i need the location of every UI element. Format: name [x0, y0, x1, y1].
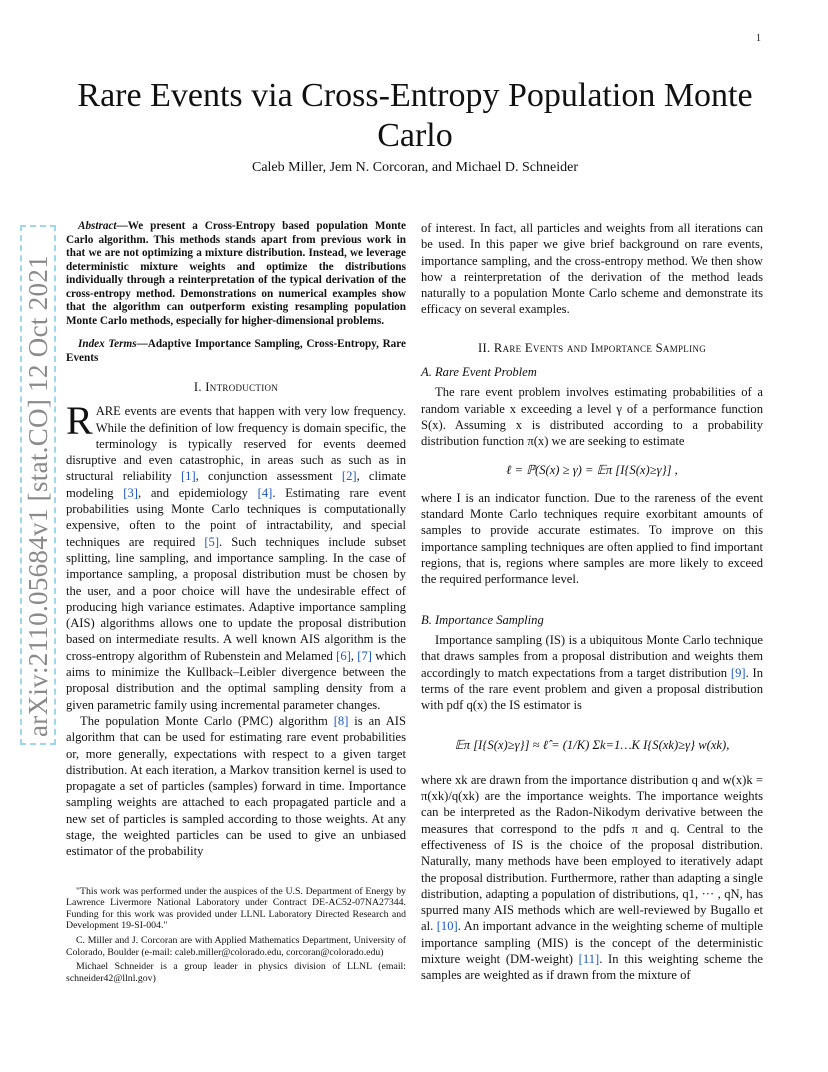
equation-is-estimator: 𝔼π [I{S(x)≥γ}] ≈ ℓ̂ = (1/K) Σk=1…K I{S(xk)≥γ} w(xk),: [454, 738, 730, 753]
importance-sampling-paragraph-1: [421, 632, 763, 713]
footnotes: [66, 886, 406, 985]
text-run: . Estimating rare event probabilities using Monte Carlo techniques is computationally expensive, often to the point of intractability, and special techniques are required: [66, 485, 406, 549]
citation-link[interactable]: [10]: [436, 919, 458, 934]
text-run: Importance sampling (IS) is a ubiquitous Monte Carlo technique that draws samples from a proposal distribution and weights them accordingly to match expectations from a target distribution: [421, 632, 763, 680]
intro-paragraph-2: [66, 713, 406, 860]
arxiv-stamp[interactable]: arXiv:2110.05684v1 [stat.CO] 12 Oct 2021: [20, 225, 56, 745]
text-run: , conjunction assessment: [195, 469, 342, 484]
left-column: [66, 220, 406, 987]
text-run: , and epidemiology: [137, 485, 258, 500]
text-run: ,: [350, 648, 358, 663]
citation-link[interactable]: [5]: [204, 534, 220, 549]
citation-link[interactable]: [11]: [578, 951, 600, 966]
rare-event-paragraph-2: where I is an indicator function. Due to the rareness of the event standard Monte Carlo techniques require exorbitant amounts of samples to provide accurate estimates. To improve on this importance sampling techniques are often applied to find important regions, that is, regions where samples are more likely to exceed the required performance level.: [421, 490, 763, 587]
text-run: . An important advance in the weighting scheme of multiple importance sampling (MIS) is the concept of the deterministic mixture weight (DM-weight): [421, 919, 763, 966]
footnote: "This work was performed under the auspices of the U.S. Department of Energy by Lawrence Livermore National Laboratory under Contract DE-AC52-07NA27344. Funding for this work was provided under LLNL Laboratory Directed Research and Development 19-SI-004.": [66, 885, 406, 932]
footnote: Michael Schneider is a group leader in physics division of LLNL (email: schneider42@llnl.gov): [66, 961, 406, 984]
text-run: The population Monte Carlo (PMC) algorithm: [80, 713, 334, 728]
text-run: is an AIS algorithm that can be used for estimating rare event probabilities or, more generally, expectations with respect to a given target distribution. At each iteration, a Markov transition kernel is used to propagate a set of particles (samples) forward in time. Importance sampling weights are attached to each propagated particle and a new set of particles is sampled according to those weights. At any stage, the weighted particles can be used to give an unbiased estimator of the probability: [66, 713, 406, 859]
citation-link[interactable]: [7]: [357, 648, 372, 663]
abstract-text: —We present a Cross-Entropy based population Monte Carlo algorithm. This methods stands apart from previous work in that we are not optimizing a mixture distribution. Instead, we leverage deterministic mixture weights and optimize the distributions individually through a reinterpretation of the typical derivation of the cross-entropy method. Demonstrations on numerical examples show that the algorithm can outperform existing resampling population Monte Carlo methods, especially for higher-dimensional problems.: [66, 220, 406, 327]
text-run: ARE events are events that happen with very low frequency. While the definition of low frequency is domain specific, the terminology is typically reserved for events deemed disruptive and even catastrophic, in areas such as such as in structural reliability: [66, 404, 406, 484]
author-list: Caleb Miller, Jem N. Corcoran, and Michael D. Schneider: [251, 160, 578, 175]
subsection-heading-importance-sampling: B. Importance Sampling: [421, 612, 544, 627]
abstract-lead: Abstract: [78, 220, 117, 232]
section-heading-rare-events: II. Rare Events and Importance Sampling: [477, 340, 706, 355]
drop-cap: R: [66, 398, 93, 444]
text-run: , climate modeling: [66, 469, 406, 500]
equation-probability: ℓ = ℙ(S(x) ≥ γ) = 𝔼π [I{S(x)≥γ}] ,: [506, 462, 678, 477]
page-number: 1: [756, 33, 761, 44]
citation-link[interactable]: [3]: [123, 485, 138, 500]
text-run: . In this weighting scheme the samples are weighted as if drawn from the mixture of: [421, 951, 763, 983]
text-run: which aims to minimize the Kullback–Leibler divergence between the proposal distribution and the optimal sampling density from a given parametric family using incremental parameter changes.: [66, 648, 406, 712]
footnote: C. Miller and J. Corcoran are with Applied Mathematics Department, University of Colorado, Boulder (e-mail: caleb.miller@colorado.edu, corcoran@colorado.edu): [66, 934, 406, 958]
index-terms-text: —Adaptive Importance Sampling, Cross-Entropy, Rare Events: [66, 338, 406, 364]
citation-link[interactable]: [1]: [180, 469, 196, 484]
right-column: [421, 220, 763, 984]
citation-link[interactable]: [9]: [730, 665, 746, 680]
paper-title: Rare Events via Cross-Entropy Population Monte Carlo: [77, 77, 753, 154]
citation-link[interactable]: [2]: [341, 469, 357, 484]
citation-link[interactable]: [6]: [336, 648, 351, 663]
citation-link[interactable]: [8]: [333, 713, 349, 728]
rare-event-paragraph-1: The rare event problem involves estimating probabilities of a random variable x exceeding a level γ of a performance function S(x). Assuming x is distributed according to a probability distribution function π(x) we are seeking to estimate: [421, 385, 763, 449]
importance-sampling-paragraph-2: [421, 772, 763, 984]
abstract: [66, 220, 406, 328]
text-run: . Such techniques include subset splitting, line sampling, and importance sampling. In the case of importance sampling, a proposal distribution must be chosen by the user, and a poor choice will have the undesirable effect of producing high variance estimates. Adaptive importance sampling (AIS) algorithms allows one to update the proposal distribution based on intermediate results. A well known AIS algorithm is the cross-entropy algorithm of Rubenstein and Melamed: [66, 534, 406, 663]
subsection-heading-rare-event-problem: A. Rare Event Problem: [421, 365, 537, 380]
section-heading-introduction: I. Introduction: [193, 380, 279, 394]
index-terms: [66, 338, 406, 365]
citation-link[interactable]: [4]: [257, 485, 273, 500]
intro-paragraph-1: [66, 398, 406, 713]
index-terms-lead: Index Terms: [78, 338, 137, 350]
text-run: . In terms of the rare event problem and given a proposal distribution with pdf q(x) the IS estimator is: [421, 665, 763, 713]
text-run: where xk are drawn from the importance distribution q and w(x)k = π(xk)/q(xk) are the importance weights. The importance weights can be interpreted as the Radon-Nikodym derivative between the measures that correspond to the pdfs π and q. Central to the effectiveness of IS is the choice of the proposal distribution. Naturally, many methods have been employed to iteratively adapt the proposal distribution. Furthermore, rather than adapting a single distribution, adapting a population of distributions, q1, ··· , qN, has spurred many AIS methods which are well-reviewed by Bugallo et al.: [421, 772, 763, 934]
continued-paragraph: of interest. In fact, all particles and weights from all iterations can be used. In this paper we give brief background on rare events, importance sampling, and the cross-entropy method. We then show how a reinterpretation of the derivation of the method leads naturally to a population Monte Carlo scheme and demonstrate its efficacy on several examples.: [421, 221, 763, 317]
